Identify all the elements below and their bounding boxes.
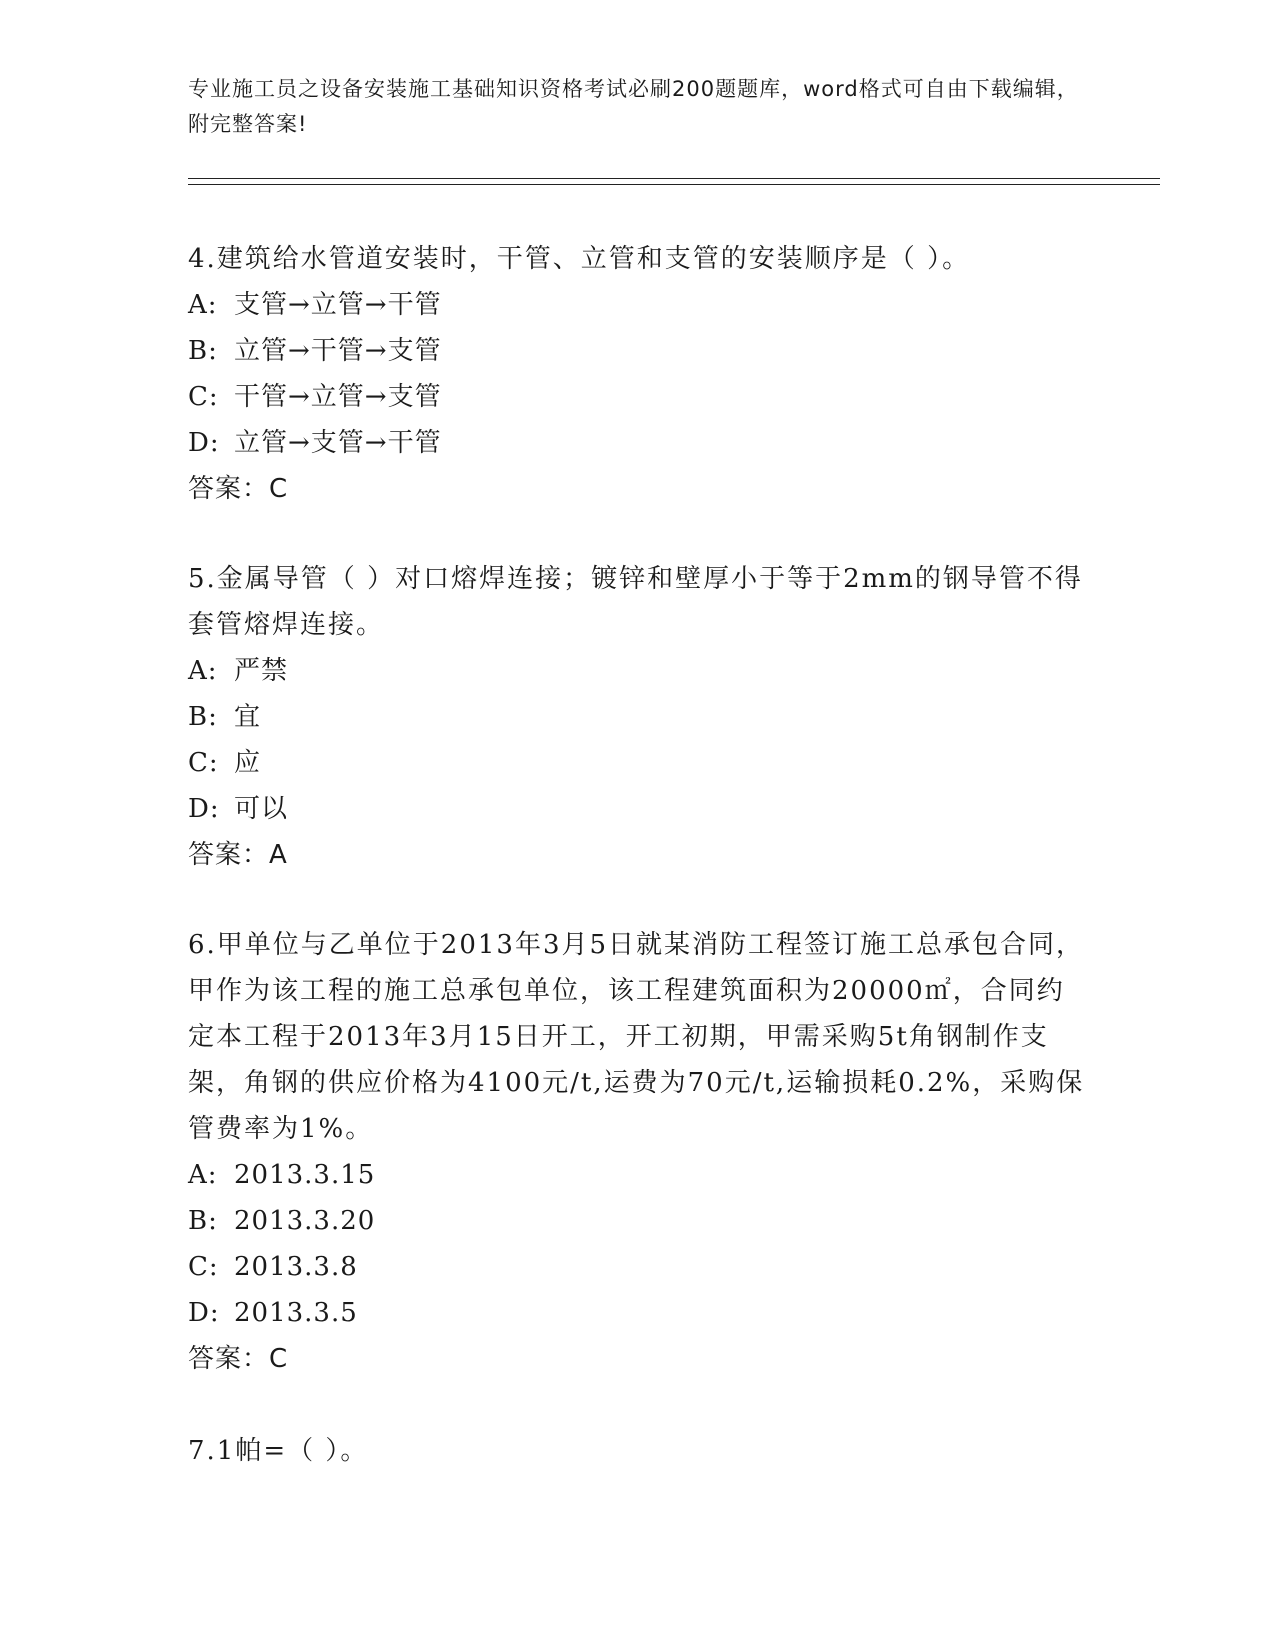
question-block: [188, 556, 1088, 878]
question-stem: 7.1帕=（ ）。: [188, 1436, 369, 1466]
header-rule-bottom: [188, 184, 1160, 185]
option-text: 支管→立管→干管: [234, 290, 442, 320]
answer-line: 答案：C: [188, 474, 289, 504]
option-key: C:: [188, 748, 219, 778]
option-key: B:: [188, 1206, 218, 1236]
question-stem: 5.金属导管（ ）对口熔焊连接；镀锌和壁厚小于等于2mm的钢导管不得套管熔焊连接。: [188, 564, 1083, 640]
option-c: [188, 374, 1088, 420]
answer-line: 答案：C: [188, 1344, 289, 1374]
option-c: [188, 1244, 1088, 1290]
question-stem: 6.甲单位与乙单位于2013年3月5日就某消防工程签订施工总承包合同，甲作为该工程的施工总承包单位，该工程建筑面积为20000㎡，合同约定本工程于2013年3月15日开工，开工初期，甲需采购5t角钢制作支架，角钢的供应价格为4100元/t,运费为70元/t,运输损耗0.2%，采购保管费率为1%。: [188, 930, 1085, 1144]
option-d: [188, 786, 1088, 832]
question-block: [188, 1428, 1088, 1474]
option-text: 2013.3.20: [234, 1206, 376, 1236]
option-text: 宜: [234, 702, 262, 732]
option-key: C:: [188, 382, 219, 412]
option-key: B:: [188, 336, 218, 366]
question-block: [188, 922, 1088, 1382]
option-text: 干管→立管→支管: [234, 382, 442, 412]
option-b: [188, 328, 1088, 374]
option-key: D:: [188, 794, 220, 824]
option-text: 立管→干管→支管: [234, 336, 442, 366]
option-text: 2013.3.15: [234, 1160, 376, 1190]
option-text: 2013.3.8: [234, 1252, 358, 1282]
option-b: [188, 1198, 1088, 1244]
option-key: D:: [188, 1298, 220, 1328]
option-key: A:: [188, 656, 218, 686]
option-key: A:: [188, 290, 218, 320]
document-header: 专业施工员之设备安装施工基础知识资格考试必刷200题题库，word格式可自由下载编辑，附完整答案!: [188, 77, 1079, 136]
question-block: [188, 236, 1088, 512]
option-text: 应: [234, 748, 262, 778]
option-key: B:: [188, 702, 218, 732]
answer-line: 答案：A: [188, 840, 288, 870]
option-text: 立管→支管→干管: [234, 428, 442, 458]
option-key: A:: [188, 1160, 218, 1190]
option-b: [188, 694, 1088, 740]
option-a: [188, 1152, 1088, 1198]
option-d: [188, 1290, 1088, 1336]
header-rule-top: [188, 178, 1160, 179]
option-key: C:: [188, 1252, 219, 1282]
option-key: D:: [188, 428, 220, 458]
option-text: 2013.3.5: [234, 1298, 358, 1328]
option-c: [188, 740, 1088, 786]
question-stem: 4.建筑给水管道安装时，干管、立管和支管的安装顺序是（ ）。: [188, 244, 971, 274]
option-a: [188, 648, 1088, 694]
option-text: 可以: [234, 794, 289, 824]
option-a: [188, 282, 1088, 328]
option-d: [188, 420, 1088, 466]
option-text: 严禁: [234, 656, 289, 686]
